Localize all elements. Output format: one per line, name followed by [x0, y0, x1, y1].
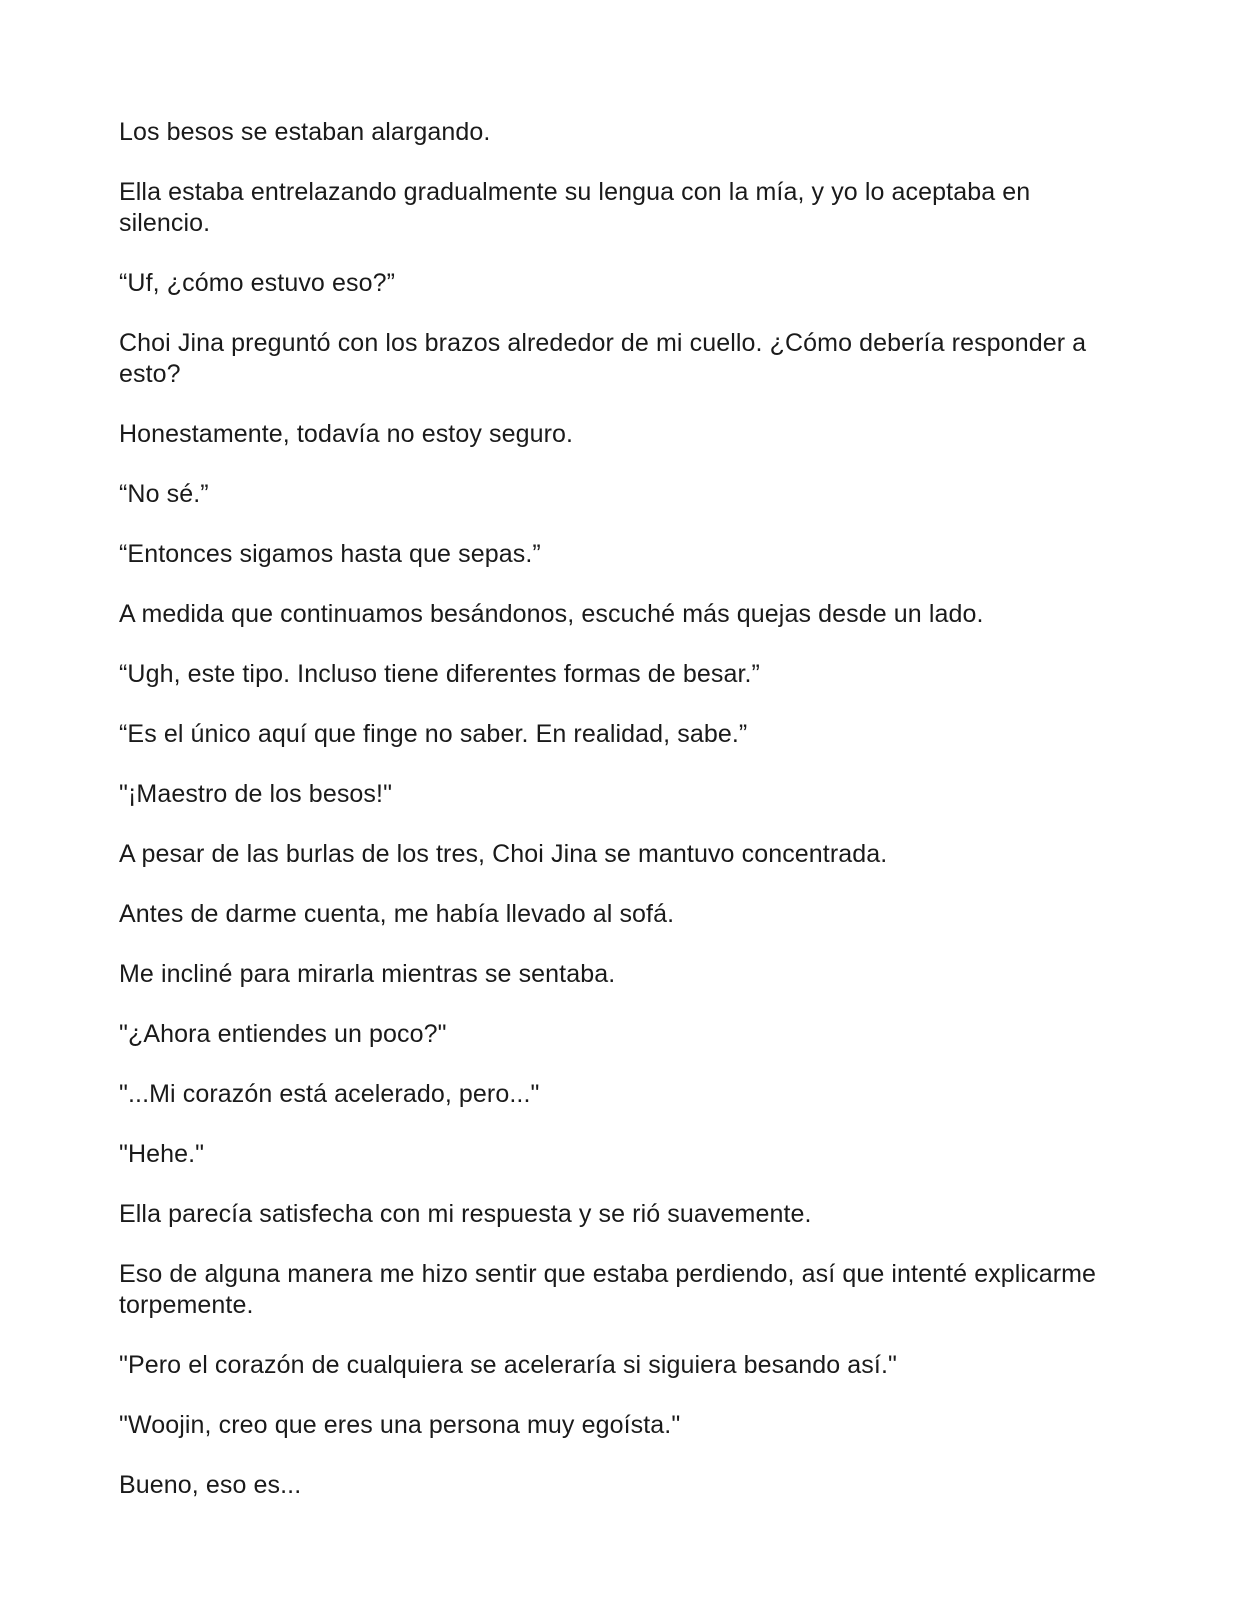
paragraph: Ella parecía satisfecha con mi respuesta y se rió suavemente.	[119, 1200, 812, 1228]
paragraph: A medida que continuamos besándonos, escuché más quejas desde un lado.	[119, 600, 984, 628]
paragraph: Los besos se estaban alargando.	[119, 118, 491, 146]
paragraph: Antes de darme cuenta, me había llevado al sofá.	[119, 900, 675, 928]
paragraph: Me incliné para mirarla mientras se sentaba.	[119, 960, 616, 988]
paragraph: Honestamente, todavía no estoy seguro.	[119, 420, 574, 448]
paragraph: "Pero el corazón de cualquiera se aceleraría si siguiera besando así."	[119, 1351, 897, 1379]
paragraph: "¿Ahora entiendes un poco?"	[119, 1020, 447, 1048]
paragraph: Bueno, eso es...	[119, 1471, 302, 1499]
paragraph: “Ugh, este tipo. Incluso tiene diferentes formas de besar.”	[119, 660, 760, 688]
paragraph: “Entonces sigamos hasta que sepas.”	[119, 540, 541, 568]
paragraph: "¡Maestro de los besos!"	[119, 780, 393, 808]
paragraph: "Hehe."	[119, 1140, 205, 1168]
paragraph: "Woojin, creo que eres una persona muy egoísta."	[119, 1411, 681, 1439]
paragraph: Choi Jina preguntó con los brazos alrededor de mi cuello. ¿Cómo debería responder a esto?	[119, 329, 1087, 388]
paragraph: A pesar de las burlas de los tres, Choi Jina se mantuvo concentrada.	[119, 840, 888, 868]
document-body	[119, 117, 1119, 1530]
paragraph: Ella estaba entrelazando gradualmente su lengua con la mía, y yo lo aceptaba en silencio.	[119, 178, 1031, 237]
paragraph: Eso de alguna manera me hizo sentir que estaba perdiendo, así que intenté explicarme torpemente.	[119, 1260, 1097, 1319]
paragraph: “Uf, ¿cómo estuvo eso?”	[119, 269, 396, 297]
paragraph: “No sé.”	[119, 480, 209, 508]
paragraph: “Es el único aquí que finge no saber. En realidad, sabe.”	[119, 720, 748, 748]
paragraph: "...Mi corazón está acelerado, pero..."	[119, 1080, 540, 1108]
